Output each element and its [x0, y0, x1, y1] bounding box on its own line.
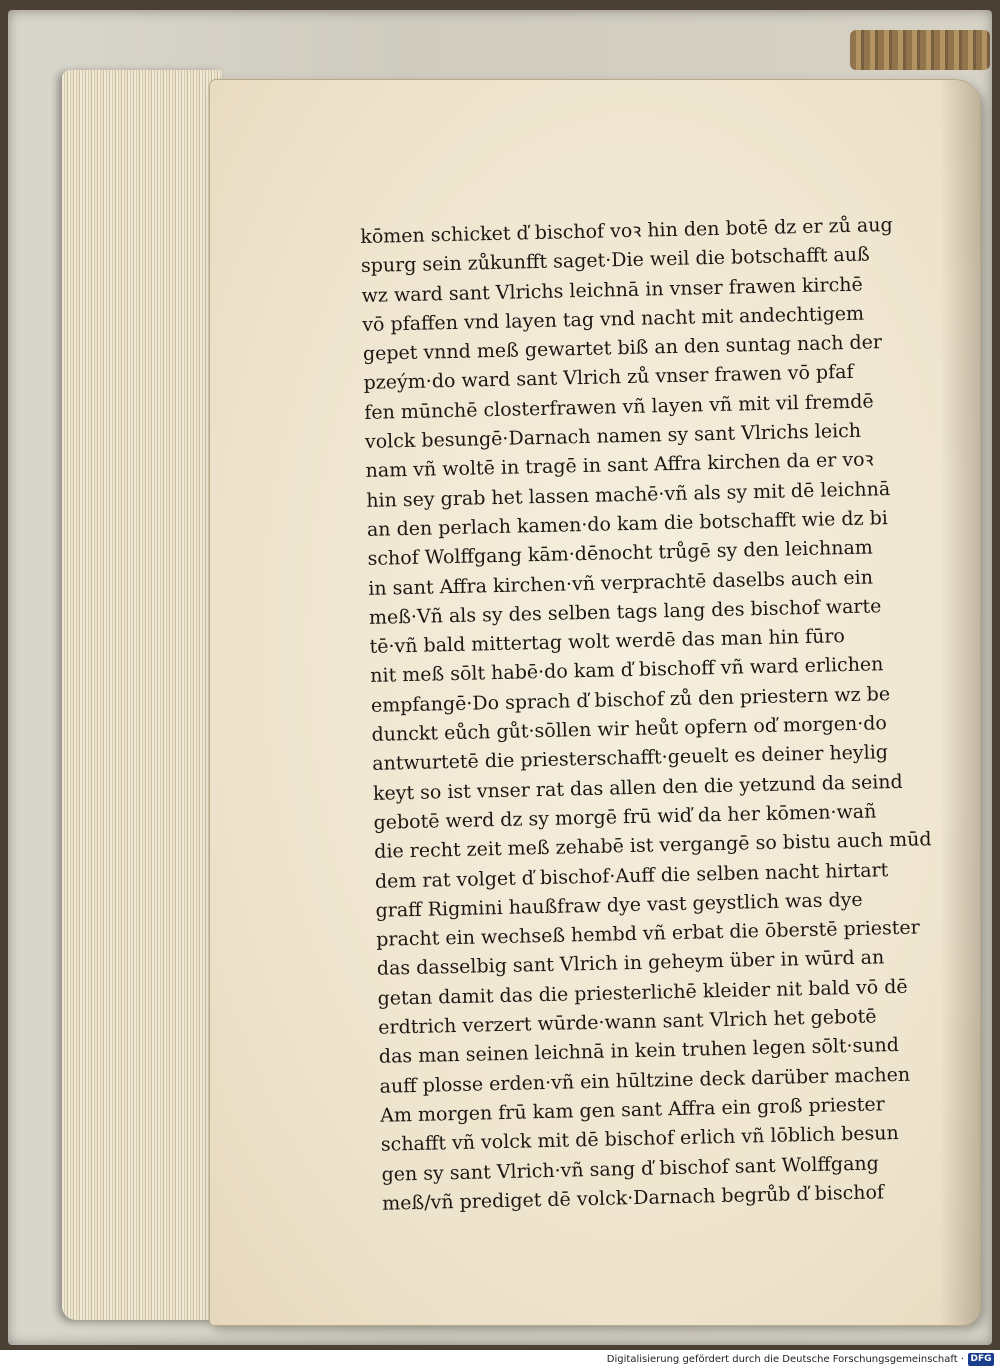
text-line: empfangē·Do sprach ď bischof zů den priestern wz be — [370, 682, 891, 717]
footer-bar — [0, 1350, 1000, 1370]
text-line: pzeým·do ward sant Vlrich zů vnser frawen vō pfaf — [363, 361, 854, 395]
text-line: nam vñ woltē in tragē in sant Affra kirchen da er voꝛ — [365, 448, 874, 483]
text-line: pracht ein wechseß hembd vñ erbat die ōberstē priester — [376, 916, 920, 951]
text-line: fen mūnchē closterfrawen vñ layen vñ mit vil fremdē — [364, 390, 874, 424]
text-line: keyt so ist vnser rat das allen den die yetzund da seind — [372, 770, 903, 805]
text-line: dunckt eůch gůt·sōllen wir heůt opfern oď morgen·do — [371, 712, 888, 746]
text-line: tē·vñ bald mittertag wolt werdē das man hin fūro — [369, 625, 846, 659]
page-edges — [62, 70, 222, 1320]
dfg-logo[interactable]: DFG — [968, 1353, 994, 1366]
text-line: erdtrich verzert wūrde·wann sant Vlrich het gebotē — [378, 1005, 877, 1039]
text-line: vō pfaffen vnd layen tag vnd nacht mit andechtigem — [362, 302, 865, 336]
text-line: getan damit das die priesterlichē kleider nit bald vō dē — [377, 975, 908, 1010]
text-line: schof Wolffgang kām·dēnocht trůgē sy den leichnam — [367, 536, 874, 571]
text-line: spurg sein zůkunfft saget·Die weil die botschafft auß — [360, 243, 870, 278]
text-line: volck besungē·Darnach namen sy sant Vlrichs leich — [364, 419, 862, 454]
text-line: meß/vñ prediget dē volck·Darnach begrůb ď bischof — [382, 1181, 885, 1215]
text-line: Am morgen frū kam gen sant Affra ein groß priester — [380, 1093, 885, 1127]
text-line: antwurtetē die priesterschafft·geuelt es deiner heylig — [372, 741, 889, 776]
text-line: gen sy sant Vlrich·vñ sang ď bischof sant Wolffgang — [381, 1151, 880, 1186]
text-line: auff plosse erden·vñ ein hūltzine deck darüber machen — [379, 1063, 911, 1098]
footer-credit: Digitalisierung gefördert durch die Deutsche Forschungsgemeinschaft · — [606, 1354, 964, 1365]
text-line: kōmen schicket ď bischof voꝛ hin den botē dz er zů aug — [360, 213, 893, 248]
text-line: nit meß sōlt habē·do kam ď bischoff vñ ward erlichen — [370, 653, 884, 688]
text-line: gebotē werd dz sy morgē frū wiď da her kōmen·wañ — [373, 800, 877, 834]
text-line: meß·Vñ als sy des selben tags lang des bischof warte — [368, 595, 882, 629]
book-page — [210, 80, 980, 1325]
text-line: die recht zeit meß zehabē ist vergangē so bistu auch mūd — [374, 828, 932, 864]
text-line: in sant Affra kirchen·vñ verprachtē daselbs auch ein — [368, 566, 874, 600]
text-line: das dasselbig sant Vlrich in geheym über in wūrd an — [376, 946, 885, 981]
text-line: hin sey grab het lassen machē·vñ als sy mit dē leichnā — [366, 477, 891, 512]
text-line: graff Rigmini haußfraw dye vast geystlich was dye — [375, 888, 863, 922]
book-spine-headband — [850, 30, 990, 70]
text-line: an den perlach kamen·do kam die botschafft wie dz bi — [366, 507, 889, 541]
text-line: schafft vñ volck mit dē bischof erlich vñ lōblich besun — [380, 1122, 900, 1156]
text-line: das man seinen leichnā in kein truhen legen sōlt·sund — [378, 1034, 900, 1069]
text-line: wz ward sant Vlrichs leichnā in vnser frawen kirchē — [361, 273, 863, 307]
text-line: gepet vnnd meß gewartet biß an den suntag nach der — [362, 331, 883, 366]
text-line: dem rat volget ď bischof·Auff die selben nacht hirtart — [374, 858, 889, 893]
page-text-block — [360, 210, 962, 1219]
